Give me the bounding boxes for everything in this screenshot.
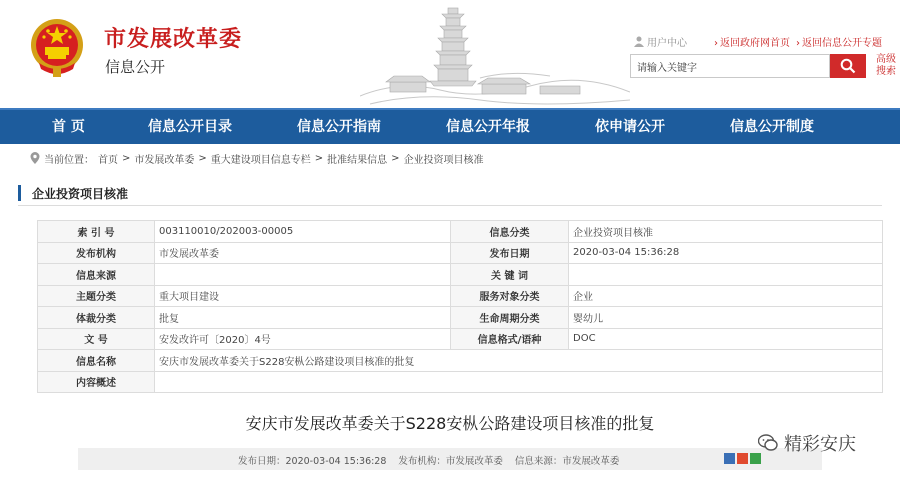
- label-index-no: 索 引 号: [38, 221, 155, 243]
- share-icons: [724, 453, 761, 464]
- location-pin-icon: [30, 152, 40, 164]
- table-row: [38, 264, 883, 286]
- label-audience: 服务对象分类: [451, 285, 569, 307]
- national-emblem-icon: [29, 17, 85, 79]
- meta-publisher: 发布机构：市发展改革委: [398, 456, 503, 467]
- value-keywords: [569, 264, 883, 286]
- breadcrumb-item[interactable]: 批准结果信息: [327, 154, 388, 166]
- label-lifecycle: 生命周期分类: [451, 307, 569, 329]
- nav-request-disclosure[interactable]: 依申请公开: [595, 119, 665, 135]
- breadcrumb-prefix: 当前位置：: [44, 154, 94, 166]
- meta-publish-date: 发布日期：2020-03-04 15:36:28: [238, 456, 387, 467]
- label-format: 信息格式/语种: [451, 328, 569, 350]
- value-summary: [155, 371, 883, 393]
- nav-disclosure-policy[interactable]: 信息公开制度: [730, 119, 814, 135]
- breadcrumb-item[interactable]: 市发展改革委: [134, 154, 195, 166]
- search-input[interactable]: [630, 54, 830, 78]
- label-publisher: 发布机构: [38, 242, 155, 264]
- arrow-right-icon: ›: [796, 38, 800, 49]
- value-info-name: 安庆市发展改革委关于S228安枞公路建设项目核准的批复: [155, 350, 883, 372]
- search-button[interactable]: [830, 54, 866, 78]
- value-format: DOC: [569, 328, 883, 350]
- table-row: [38, 285, 883, 307]
- label-keywords: 关 键 词: [451, 264, 569, 286]
- label-doc-no: 文 号: [38, 328, 155, 350]
- table-row: [38, 328, 883, 350]
- value-publish-date: 2020-03-04 15:36:28: [569, 242, 883, 264]
- watermark-text: 精彩安庆: [784, 434, 856, 455]
- label-info-name: 信息名称: [38, 350, 155, 372]
- user-center-link[interactable]: [634, 34, 687, 49]
- wechat-watermark: [758, 430, 856, 456]
- table-row: [38, 242, 883, 264]
- pagoda-landscape-image: [360, 0, 630, 108]
- breadcrumb-item[interactable]: 重大建设项目信息专栏: [210, 154, 311, 166]
- table-row: [38, 350, 883, 372]
- user-center-label: 用户中心: [647, 38, 687, 49]
- main-nav: [0, 108, 900, 144]
- return-gov-home-link[interactable]: › 返回政府网首页: [714, 38, 790, 49]
- table-row: [38, 307, 883, 329]
- value-info-source: [155, 264, 451, 286]
- value-info-category: 企业投资项目核准: [569, 221, 883, 243]
- article-title: 安庆市发展改革委关于S228安枞公路建设项目核准的批复: [245, 414, 655, 433]
- nav-home[interactable]: 首 页: [52, 119, 85, 135]
- article-meta-bar: [78, 448, 822, 470]
- arrow-right-icon: ›: [714, 38, 718, 49]
- table-row: [38, 371, 883, 393]
- breadcrumb: 当前位置： 首页 > 市发展改革委 > 重大建设项目信息专栏 > 批准结果信息 > 企业投资项目核准: [30, 150, 484, 166]
- nav-annual-report[interactable]: 信息公开年报: [446, 119, 530, 135]
- section-title: 企业投资项目核准: [32, 187, 129, 201]
- value-audience: 企业: [569, 285, 883, 307]
- nav-info-guide[interactable]: 信息公开指南: [297, 119, 381, 135]
- return-info-topic-link[interactable]: › 返回信息公开专题: [796, 38, 882, 49]
- label-genre: 体裁分类: [38, 307, 155, 329]
- breadcrumb-item[interactable]: 企业投资项目核准: [403, 154, 484, 166]
- wechat-icon: [758, 434, 778, 452]
- advanced-search-link[interactable]: 高级搜索: [876, 54, 896, 77]
- label-publish-date: 发布日期: [451, 242, 569, 264]
- share-weibo-icon[interactable]: [737, 453, 748, 464]
- value-publisher: 市发展改革委: [155, 242, 451, 264]
- value-topic: 重大项目建设: [155, 285, 451, 307]
- site-title[interactable]: 市发展改革委: [104, 27, 243, 52]
- value-genre: 批复: [155, 307, 451, 329]
- site-subtitle: 信息公开: [105, 58, 166, 76]
- label-topic: 主题分类: [38, 285, 155, 307]
- site-header: [0, 0, 900, 108]
- nav-info-catalog[interactable]: 信息公开目录: [148, 119, 232, 135]
- value-lifecycle: 婴幼儿: [569, 307, 883, 329]
- table-row: [38, 221, 883, 243]
- share-plus-icon[interactable]: [724, 453, 735, 464]
- search-icon: [840, 58, 856, 74]
- label-info-source: 信息来源: [38, 264, 155, 286]
- label-info-category: 信息分类: [451, 221, 569, 243]
- info-metadata-table: [37, 220, 883, 393]
- breadcrumb-item[interactable]: 首页: [98, 154, 118, 166]
- value-doc-no: 安发改许可〔2020〕4号: [155, 328, 451, 350]
- meta-source: 信息来源：市发展改革委: [514, 456, 620, 467]
- section-accent-bar: [18, 185, 21, 201]
- user-icon: [634, 36, 644, 47]
- value-index-no: 003110010/202003-00005: [155, 221, 451, 243]
- section-header: [18, 180, 882, 206]
- label-summary: 内容概述: [38, 371, 155, 393]
